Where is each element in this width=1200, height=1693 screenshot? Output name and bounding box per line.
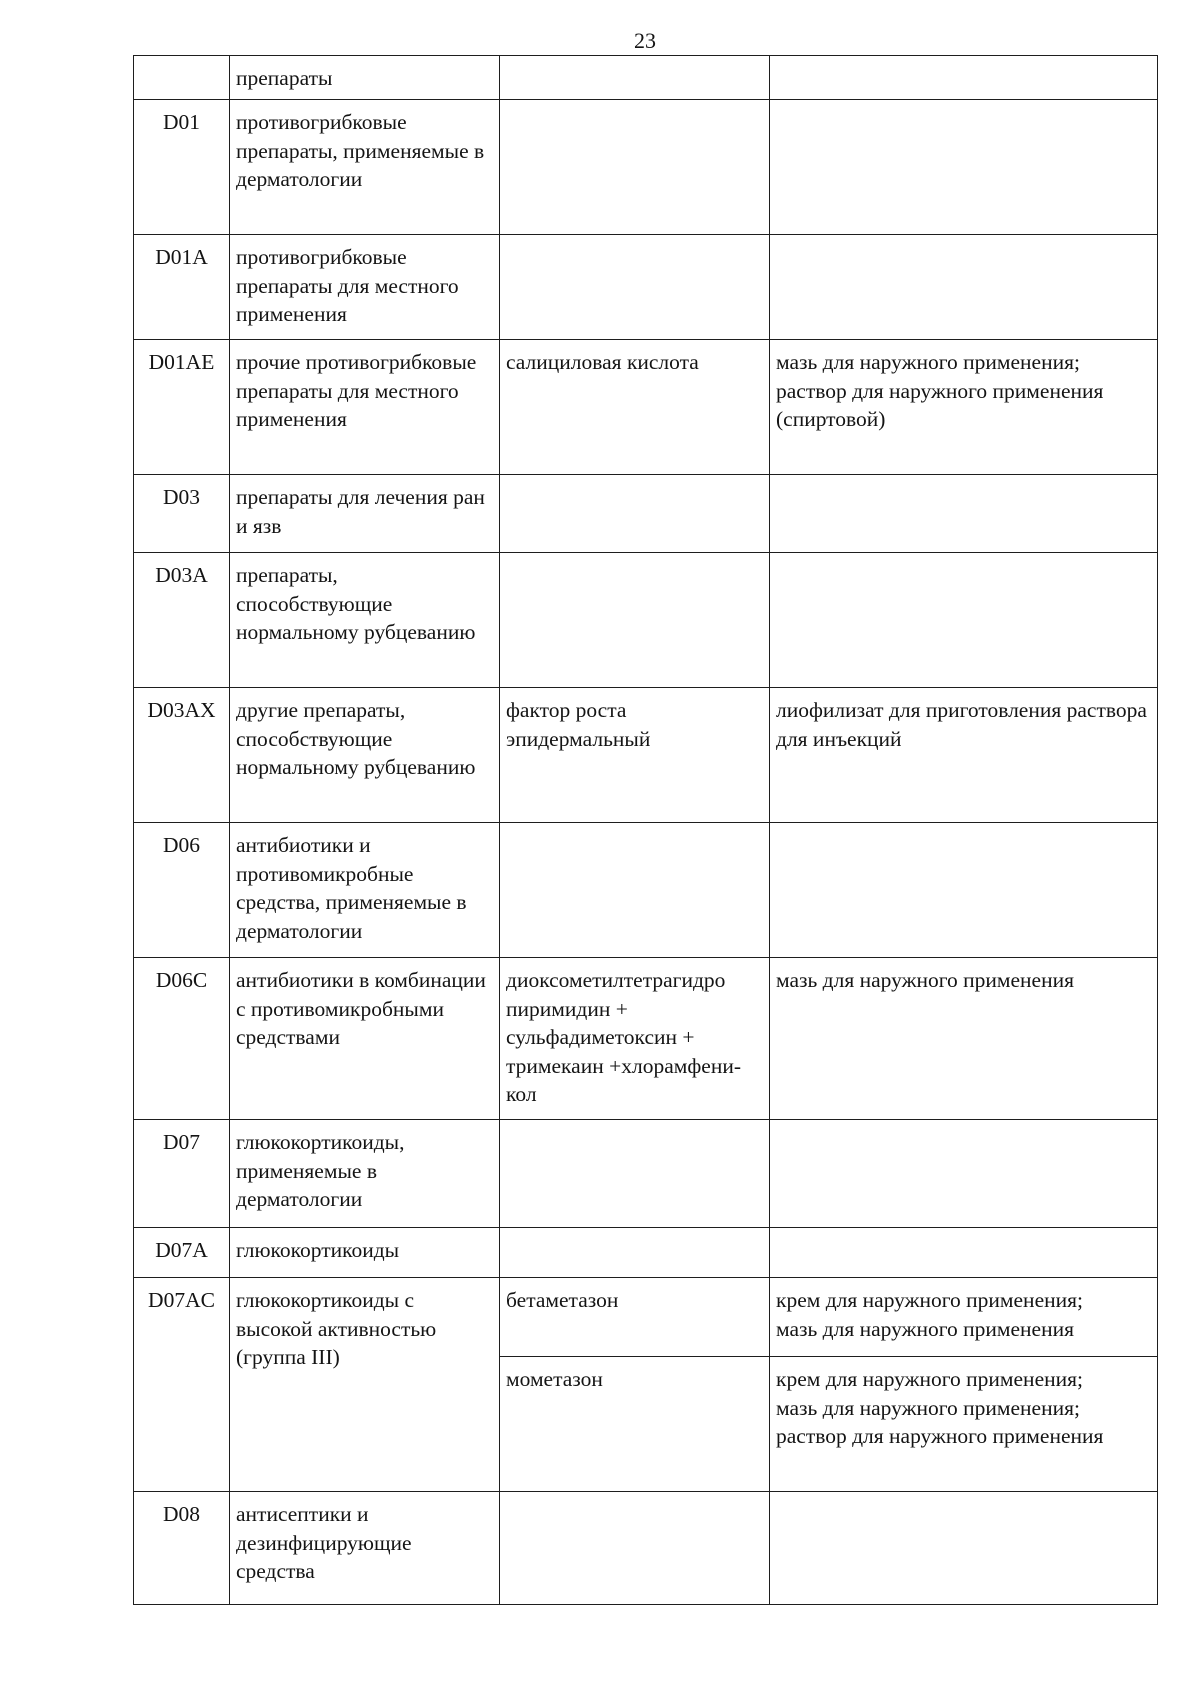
substance-cell: фактор роста эпидермальный <box>500 688 770 823</box>
dosage-form-cell: лиофилизат для приготовления раствора для инъекций <box>770 688 1158 823</box>
substance-cell: мометазон <box>500 1357 770 1492</box>
dosage-form-cell <box>770 100 1158 235</box>
atc-name-cell: глюкокортикоиды, применяемые в дерматологии <box>230 1120 500 1228</box>
atc-name-cell: глюкокортикоиды <box>230 1228 500 1278</box>
substance-cell <box>500 475 770 553</box>
atc-code-cell: D03AX <box>134 688 230 823</box>
atc-code-cell: D06 <box>134 823 230 958</box>
substance-cell <box>500 56 770 100</box>
atc-name-cell: препараты для лечения ран и язв <box>230 475 500 553</box>
atc-name-cell: антибиотики и противомикробные средства, применяемые в дерматологии <box>230 823 500 958</box>
atc-code-cell: D07A <box>134 1228 230 1278</box>
dosage-form-cell: крем для наружного применения; мазь для наружного применения <box>770 1278 1158 1357</box>
table-row <box>134 100 1158 235</box>
table-row <box>134 823 1158 958</box>
atc-code-cell: D07AC <box>134 1278 230 1492</box>
atc-name-cell: препараты <box>230 56 500 100</box>
atc-code-cell: D03 <box>134 475 230 553</box>
atc-name-cell: противогрибковые препараты для местного применения <box>230 235 500 340</box>
atc-code-cell: D06C <box>134 958 230 1120</box>
dosage-form-cell <box>770 475 1158 553</box>
table-row <box>134 340 1158 475</box>
table-row <box>134 553 1158 688</box>
substance-cell <box>500 1492 770 1605</box>
page-number: 23 <box>634 28 656 53</box>
dosage-form-cell <box>770 1120 1158 1228</box>
table-row <box>134 688 1158 823</box>
substance-cell: салициловая кислота <box>500 340 770 475</box>
dosage-form-cell <box>770 235 1158 340</box>
atc-code-cell: D08 <box>134 1492 230 1605</box>
atc-code-cell: D03A <box>134 553 230 688</box>
atc-code-cell: D01AE <box>134 340 230 475</box>
dosage-form-cell: мазь для наружного применения <box>770 958 1158 1120</box>
substance-cell: бетаметазон <box>500 1278 770 1357</box>
dosage-form-cell <box>770 1492 1158 1605</box>
substance-cell <box>500 1228 770 1278</box>
substance-cell: диоксометилтетрагидро пиримидин + сульфадиметоксин + тримекаин +хлорамфени-кол <box>500 958 770 1120</box>
substance-cell <box>500 553 770 688</box>
table-row <box>134 1228 1158 1278</box>
dosage-form-cell <box>770 56 1158 100</box>
dosage-form-cell <box>770 823 1158 958</box>
atc-code-cell <box>134 56 230 100</box>
table-row <box>134 958 1158 1120</box>
table-row <box>134 235 1158 340</box>
atc-name-cell: противогрибковые препараты, применяемые в дерматологии <box>230 100 500 235</box>
atc-name-cell: антибиотики в комбинации с противомикробными средствами <box>230 958 500 1120</box>
table-row <box>134 1278 1158 1357</box>
atc-name-cell: прочие противогрибковые препараты для местного применения <box>230 340 500 475</box>
atc-name-cell: препараты, способствующие нормальному рубцеванию <box>230 553 500 688</box>
substance-cell <box>500 235 770 340</box>
table-row <box>134 475 1158 553</box>
dosage-form-cell <box>770 1228 1158 1278</box>
substance-cell <box>500 1120 770 1228</box>
dosage-form-cell: мазь для наружного применения; раствор для наружного применения (спиртовой) <box>770 340 1158 475</box>
atc-code-cell: D01 <box>134 100 230 235</box>
table-row <box>134 1492 1158 1605</box>
atc-code-cell: D07 <box>134 1120 230 1228</box>
atc-code-cell: D01A <box>134 235 230 340</box>
substance-cell <box>500 100 770 235</box>
dosage-form-cell <box>770 553 1158 688</box>
atc-name-cell: другие препараты, способствующие нормальному рубцеванию <box>230 688 500 823</box>
drug-table <box>133 55 1158 1605</box>
table-row <box>134 56 1158 100</box>
substance-cell <box>500 823 770 958</box>
dosage-form-cell: крем для наружного применения; мазь для наружного применения; раствор для наружного применения <box>770 1357 1158 1492</box>
atc-name-cell: глюкокортикоиды с высокой активностью (группа III) <box>230 1278 500 1492</box>
table-row <box>134 1120 1158 1228</box>
atc-name-cell: антисептики и дезинфицирующие средства <box>230 1492 500 1605</box>
